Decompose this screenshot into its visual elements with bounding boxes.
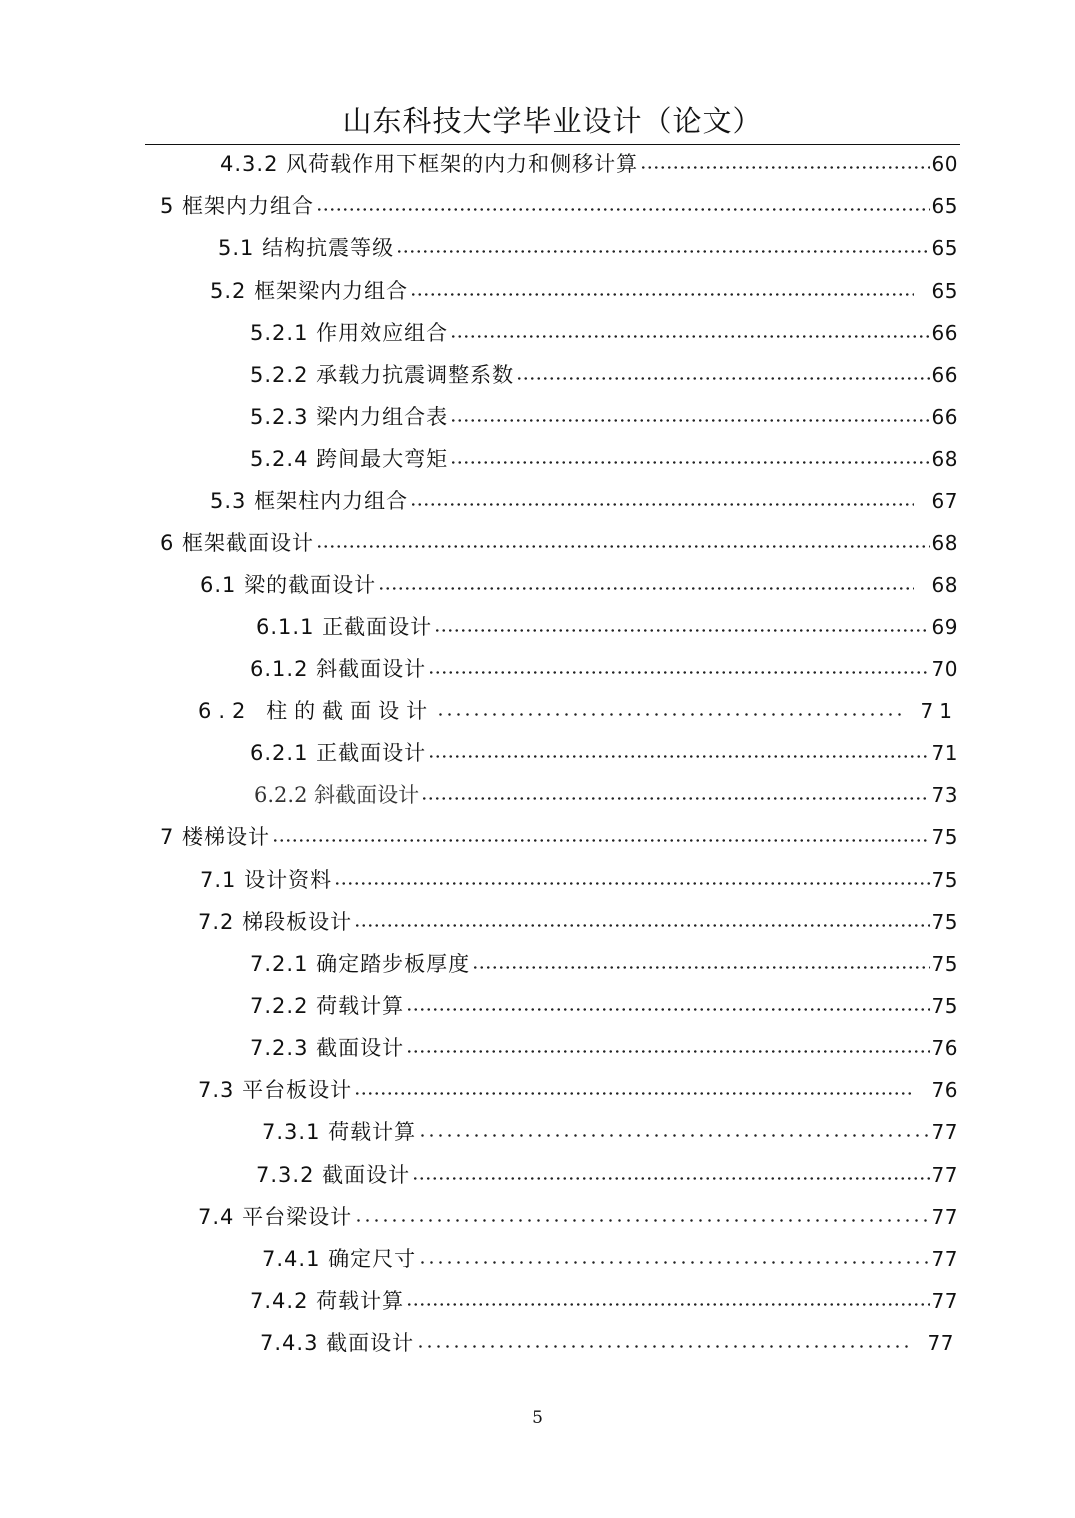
toc-leader-dots xyxy=(450,460,929,465)
toc-entry-title: 7.3 平台板设计 xyxy=(198,1078,353,1102)
toc-entry[interactable] xyxy=(160,191,958,221)
toc-entry-title: 5.2.2 承载力抗震调整系数 xyxy=(250,363,515,387)
toc-entry[interactable] xyxy=(198,1075,958,1105)
toc-entry-page: 67 xyxy=(931,489,958,513)
toc-entry[interactable] xyxy=(200,865,958,895)
toc-leader-dots xyxy=(272,838,930,843)
toc-entry-page: 70 xyxy=(931,657,958,681)
toc-entry-title: 6.2.1 正截面设计 xyxy=(250,741,427,765)
toc-entry-page: 68 xyxy=(931,573,958,597)
toc-entry-page: 65 xyxy=(931,194,958,218)
toc-leader-dots xyxy=(354,923,929,928)
toc-leader-dots xyxy=(450,418,929,423)
toc-entry-page: 76 xyxy=(931,1078,958,1102)
toc-entry-title: 5.1 结构抗震等级 xyxy=(218,236,395,260)
toc-entry[interactable] xyxy=(250,402,958,432)
toc-entry-page: 75 xyxy=(931,868,958,892)
toc-entry[interactable] xyxy=(198,1202,958,1232)
toc-entry[interactable] xyxy=(250,738,958,768)
toc-entry-page: 68 xyxy=(931,531,958,555)
toc-entry-title: 4.3.2 风荷载作用下框架的内力和侧移计算 xyxy=(220,152,639,176)
toc-entry-title: 6.2 柱的截面设计 xyxy=(198,699,435,723)
toc-entry-title: 7.3.2 截面设计 xyxy=(256,1163,411,1187)
toc-leader-dots xyxy=(450,334,929,339)
toc-leader-dots xyxy=(421,796,929,801)
toc-entry[interactable] xyxy=(210,486,958,516)
toc-entry[interactable] xyxy=(160,822,958,852)
toc-entry-page: 77 xyxy=(931,1120,958,1144)
toc-entry[interactable] xyxy=(250,654,958,684)
toc-entry-page: 71 xyxy=(931,741,958,765)
toc-leader-dots xyxy=(316,544,930,549)
toc-leader-dots xyxy=(406,1302,929,1307)
toc-entry-title: 7.3.1 荷载计算 xyxy=(262,1120,417,1144)
page-header-title: 山东科技大学毕业设计（论文） xyxy=(342,104,763,138)
toc-entry-title: 6.1 梁的截面设计 xyxy=(200,573,377,597)
toc-entry-title: 6.1.2 斜截面设计 xyxy=(250,657,427,681)
toc-entry-page: 75 xyxy=(931,910,958,934)
toc-entry-title: 7.4 平台梁设计 xyxy=(198,1205,353,1229)
toc-entry[interactable] xyxy=(198,696,958,726)
toc-entry[interactable] xyxy=(250,991,958,1021)
toc-entry-title: 7.4.1 确定尺寸 xyxy=(262,1247,417,1271)
toc-leader-dots xyxy=(640,165,929,170)
toc-entry-page: 73 xyxy=(931,783,958,807)
toc-entry-page: 75 xyxy=(931,994,958,1018)
toc-entry[interactable] xyxy=(250,318,958,348)
toc-entry-title: 5.2 框架梁内力组合 xyxy=(210,279,409,303)
toc-entry[interactable] xyxy=(250,444,958,474)
toc-entry-page: 77 xyxy=(931,1163,958,1187)
toc-leader-dots xyxy=(428,754,929,759)
toc-entry-title: 7.2.1 确定踏步板厚度 xyxy=(250,952,471,976)
toc-entry[interactable] xyxy=(220,149,958,179)
toc-leader-dots xyxy=(406,1049,929,1054)
toc-leader-dots xyxy=(516,376,929,381)
toc-entry-page: 76 xyxy=(931,1036,958,1060)
toc-entry-title: 6.2.2 斜截面设计 xyxy=(254,783,420,807)
page-number: 5 xyxy=(532,1408,543,1428)
toc-leader-dots xyxy=(410,502,913,507)
toc-entry[interactable] xyxy=(262,1117,958,1147)
toc-leader-dots xyxy=(418,1260,929,1265)
toc-entry-title: 5.2.1 作用效应组合 xyxy=(250,321,449,345)
toc-leader-dots xyxy=(354,1218,929,1223)
toc-entry[interactable] xyxy=(250,949,958,979)
toc-entry[interactable] xyxy=(260,1328,954,1358)
toc-entry-title: 5 框架内力组合 xyxy=(160,194,315,218)
toc-entry-title: 7.4.2 荷载计算 xyxy=(250,1289,405,1313)
toc-leader-dots xyxy=(434,628,929,633)
toc-leader-dots xyxy=(354,1091,913,1096)
toc-leader-dots xyxy=(378,586,913,591)
toc-entry-title: 7.4.3 截面设计 xyxy=(260,1331,415,1355)
toc-entry-page: 71 xyxy=(920,699,958,723)
toc-entry[interactable] xyxy=(198,907,958,937)
toc-leader-dots xyxy=(472,965,929,970)
toc-entry-page: 66 xyxy=(931,363,958,387)
toc-entry-title: 6.1.1 正截面设计 xyxy=(256,615,433,639)
toc-entry-title: 7.1 设计资料 xyxy=(200,868,333,892)
toc-leader-dots xyxy=(316,207,930,212)
toc-entry-page: 65 xyxy=(931,279,958,303)
toc-entry-title: 6 框架截面设计 xyxy=(160,531,315,555)
toc-entry[interactable] xyxy=(250,360,958,390)
toc-leader-dots xyxy=(416,1344,909,1349)
toc-leader-dots xyxy=(406,1007,929,1012)
toc-leader-dots xyxy=(334,881,929,886)
toc-entry-page: 77 xyxy=(931,1247,958,1271)
toc-entry[interactable] xyxy=(250,1033,958,1063)
toc-entry[interactable] xyxy=(200,570,958,600)
toc-leader-dots xyxy=(410,292,913,297)
toc-entry-title: 5.2.3 梁内力组合表 xyxy=(250,405,449,429)
toc-leader-dots xyxy=(428,670,929,675)
toc-entry-title: 7.2.2 荷载计算 xyxy=(250,994,405,1018)
toc-entry-page: 77 xyxy=(927,1331,954,1355)
toc-entry-page: 69 xyxy=(931,615,958,639)
toc-entry-page: 77 xyxy=(931,1205,958,1229)
toc-entry[interactable] xyxy=(262,1244,958,1274)
toc-entry[interactable] xyxy=(210,276,958,306)
toc-entry-page: 68 xyxy=(931,447,958,471)
toc-leader-dots xyxy=(436,712,902,717)
toc-entry-title: 7.2 梯段板设计 xyxy=(198,910,353,934)
toc-entry[interactable] xyxy=(160,528,958,558)
toc-entry-page: 66 xyxy=(931,405,958,429)
toc-entry-page: 75 xyxy=(931,952,958,976)
toc-entry[interactable] xyxy=(256,612,958,642)
toc-entry[interactable] xyxy=(218,233,958,263)
toc-entry[interactable] xyxy=(254,780,958,810)
toc-entry[interactable] xyxy=(250,1286,958,1316)
toc-leader-dots xyxy=(412,1176,929,1181)
toc-entry-title: 7 楼梯设计 xyxy=(160,825,271,849)
toc-entry[interactable] xyxy=(256,1160,958,1190)
toc-entry-page: 75 xyxy=(931,825,958,849)
toc-entry-title: 7.2.3 截面设计 xyxy=(250,1036,405,1060)
toc-entry-page: 60 xyxy=(931,152,958,176)
toc-entry-title: 5.3 框架柱内力组合 xyxy=(210,489,409,513)
toc-entry-page: 77 xyxy=(931,1289,958,1313)
toc-entry-title: 5.2.4 跨间最大弯矩 xyxy=(250,447,449,471)
toc-entry-page: 65 xyxy=(931,236,958,260)
toc-leader-dots xyxy=(418,1133,929,1138)
toc-leader-dots xyxy=(396,249,929,254)
toc-entry-page: 66 xyxy=(931,321,958,345)
